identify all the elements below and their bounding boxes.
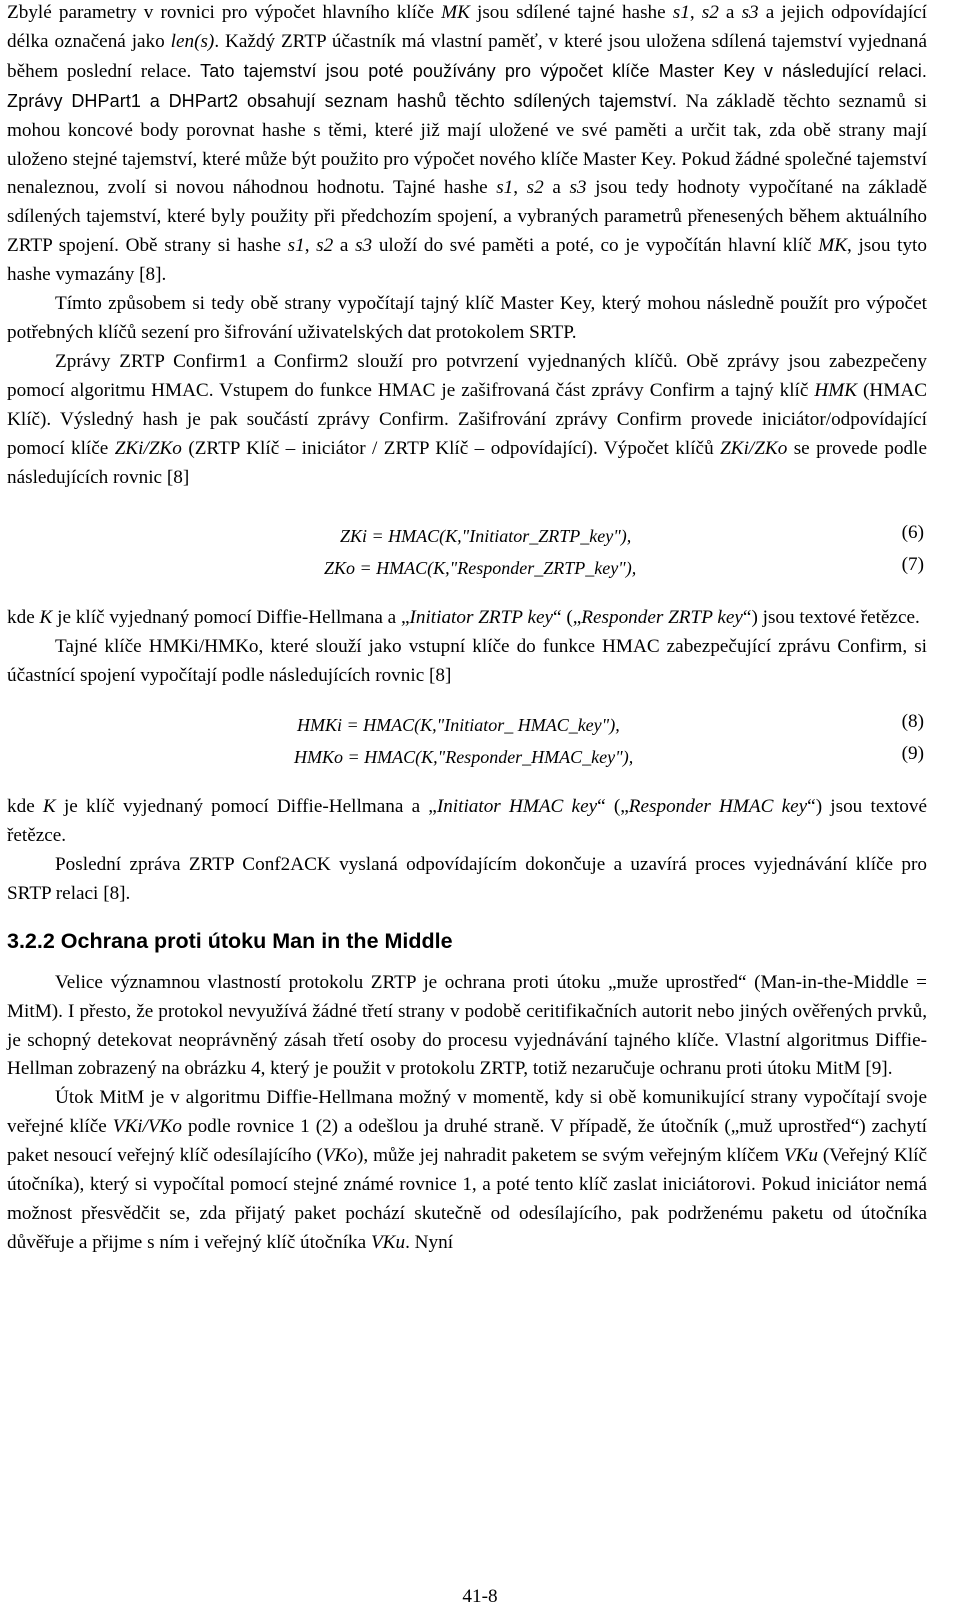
text-run: kde	[7, 607, 40, 629]
document-page	[7, 0, 927, 1258]
var-s2: s2	[701, 2, 719, 23]
text-run: jsou sdílené tajné hashe	[469, 2, 673, 23]
paragraph-confirm-messages	[7, 348, 927, 493]
text-run: a	[333, 235, 356, 257]
text-run: ,	[513, 177, 527, 199]
var-s2: s2	[526, 177, 544, 199]
text-run: kde	[7, 796, 43, 818]
text-run: Na základě těchto seznamů si mohou koncové body porovnat hashe s těmi, které již mají uložené ve své paměti a určit tak, zda obě strany mají uloženo stejné tajemství, které může být použito pro výpočet nového klíče Master Key. Pokud žádné společné tajemství nenaleznou, zvolí si novou náhodnou hodnotu. Tajné hashe	[7, 90, 927, 199]
equation-6	[7, 522, 927, 554]
paragraph-hmac-key-strings	[7, 793, 927, 851]
var-zki-zko: ZKi/ZKo	[114, 437, 182, 459]
text-run: (HMAC Klíč). Výsledný hash je pak součástí zprávy Confirm. Zašifrování zprávy Confirm provede iniciátor/odpovídající pomocí klíče	[7, 379, 927, 459]
text-run: je klíč vyjednaný pomocí Diffie-Hellmana a „	[52, 607, 410, 629]
string-initiator: Initiator ZRTP key	[409, 607, 554, 629]
paragraph-conf2ack: Poslední zpráva ZRTP Conf2ACK vyslaná odpovídajícím dokončuje a uzavírá proces vyjednávání klíče pro SRTP relaci [8].	[7, 853, 927, 904]
section-heading: 3.2.2 Ochrana proti útoku Man in the Middle	[7, 928, 453, 953]
var-s1: s1	[287, 235, 305, 257]
string-responder: Responder ZRTP key	[581, 607, 743, 629]
text-run: ,	[304, 235, 317, 257]
paragraph-hmac-keys: Tajné klíče HMKi/HMKo, které slouží jako vstupní klíče do funkce HMAC zabezpečující zprávu Confirm, si účastnící spojení vypočítají podle následujících rovnic [8]	[7, 636, 927, 687]
text-run-sans: Tato tajemství jsou poté používány pro výpočet klíče Master Key v následující relaci. Zprávy DHPart1 a DHPart2 obsahují seznam hashů těchto sdílených tajemství.	[7, 60, 927, 111]
equation-9	[7, 743, 927, 775]
equation-8	[7, 711, 927, 743]
var-vku: VKu	[370, 1231, 406, 1253]
text-run: je klíč vyjednaný pomocí Diffie-Hellmana a „	[55, 796, 437, 818]
text-run: “ („	[553, 607, 582, 629]
text-run: Zprávy ZRTP Confirm1 a Confirm2 slouží pro potvrzení vyjednaných klíčů. Obě zprávy jsou zabezpečeny pomocí algoritmu HMAC. Vstupem do funkce HMAC je zašifrovaná část zprávy Confirm a tajný klíč	[7, 350, 927, 401]
text-run: ), může jej nahradit paketem se svým veřejným klíčem	[356, 1145, 784, 1167]
text-run: a	[543, 177, 570, 199]
text-run: Útok MitM je v algoritmu Diffie-Hellmana možný v momentě, kdy si obě komunikující strany vypočítají svoje veřejné klíče	[7, 1087, 927, 1138]
var-vki-vko: VKi/VKo	[112, 1116, 183, 1138]
equation-number: (6)	[901, 522, 924, 544]
paragraph-mitm-attack	[7, 1084, 927, 1257]
var-s3: s3	[741, 2, 759, 23]
text-run: a jejich odpovídající délka označená jako	[7, 2, 928, 52]
var-s1: s1	[672, 2, 690, 23]
text-run: (ZRTP Klíč – iniciátor / ZRTP Klíč – odpovídající). Výpočet klíčů	[181, 437, 721, 459]
var-hmk: HMK	[814, 379, 858, 401]
string-responder: Responder HMAC key	[628, 796, 808, 818]
page-number: 41-8	[462, 1586, 498, 1607]
equation-formula: ZKi = HMAC(K,"Initiator_ZRTP_key"),	[340, 526, 632, 547]
var-vko: VKo	[322, 1145, 357, 1167]
var-s3: s3	[569, 177, 587, 199]
var-k: K	[39, 607, 53, 629]
text-run: . Nyní	[405, 1231, 454, 1253]
equation-number: (9)	[901, 743, 924, 765]
var-zki-zko: ZKi/ZKo	[720, 437, 788, 459]
paragraph-session-keys: Tímto způsobem si tedy obě strany vypočítají tajný klíč Master Key, který mohou následně použít pro výpočet potřebných klíčů sezení pro šifrování uživatelských dat protokolem SRTP.	[7, 293, 927, 343]
text-run: “ („	[597, 796, 629, 818]
var-vku: VKu	[783, 1145, 818, 1167]
var-s1: s1	[496, 177, 514, 199]
equation-number: (8)	[901, 711, 924, 733]
text-run: a	[718, 2, 742, 23]
text-run: . Každý ZRTP účastník má vlastní paměť, v které jsou uložena sdílená tajemství vyjednaná během poslední relace.	[7, 30, 928, 82]
paragraph-mitm-intro: Velice významnou vlastností protokolu ZRTP je ochrana proti útoku „muže uprostřed“ (Man-in-the-Middle = MitM). I přesto, že protokol nevyužívá žádné třetí strany v podobě ceritifikačních autorit nebo jiných ověřených prvků, je schopný detekovat neoprávněný zásah třetí osoby do procesu vyjednávání tajného klíče. Vlastní algoritmus Diffie-Hellman zobrazený na obrázku 4, který je použit v protokolu ZRTP, totiž nezaručuje ochranu proti útoku MitM [9].	[7, 971, 927, 1080]
var-len: len(s)	[170, 30, 215, 52]
var-k: K	[42, 796, 56, 818]
equation-formula: ZKo = HMAC(K,"Responder_ZRTP_key"),	[324, 558, 637, 579]
paragraph-zrtp-key-strings	[7, 604, 927, 633]
var-mk: MK	[818, 235, 848, 257]
text-run: , jsou tyto hashe vymazány [8].	[7, 235, 927, 286]
text-run: (Veřejný Klíč útočníka), který si vypočítal pomocí stejné známé rovnice 1, a poté tento klíč zaslat iniciátorovi. Pokud iniciátor nemá možnost přesvědčit se, zda přijatý paket pochází skutečně od odesílajícího, pak podrženému paketu od útočníka důvěřuje a přijme s ním i veřejný klíč útočníka	[7, 1145, 927, 1253]
equation-formula: HMKo = HMAC(K,"Responder_HMAC_key"),	[294, 747, 634, 768]
text-run: ,	[689, 2, 702, 23]
string-initiator: Initiator HMAC key	[436, 796, 598, 818]
var-s2: s2	[316, 235, 334, 257]
text-run: uloží do své paměti a poté, co je vypočítán hlavní klíč	[372, 235, 819, 257]
var-s3: s3	[355, 235, 373, 257]
text-run: jsou tedy hodnoty vypočítané na základě sdílených tajemství, které byly použity při předchozím spojení, a vybraných parametrů přenesených během aktuálního ZRTP spojení. Obě strany si hashe	[7, 177, 927, 257]
text-run: se provede podle následujících rovnic [8]	[7, 437, 927, 488]
text-run: “) jsou textové řetězce.	[7, 796, 927, 847]
text-run: Zbylé parametry v rovnici pro výpočet hlavního klíče	[7, 2, 442, 23]
equation-formula: HMKi = HMAC(K,"Initiator_ HMAC_key"),	[297, 715, 620, 736]
paragraph-master-key-params	[7, 0, 927, 290]
text-run: “) jsou textové řetězce.	[742, 607, 920, 629]
equation-number: (7)	[901, 554, 924, 576]
var-mk: MK	[441, 2, 470, 23]
text-run: podle rovnice 1 (2) a odešlou ja druhé straně. V případě, že útočník („muž uprostřed“) zachytí paket nesoucí veřejný klíč odesílajícího (	[7, 1116, 927, 1167]
equation-7	[7, 554, 927, 586]
